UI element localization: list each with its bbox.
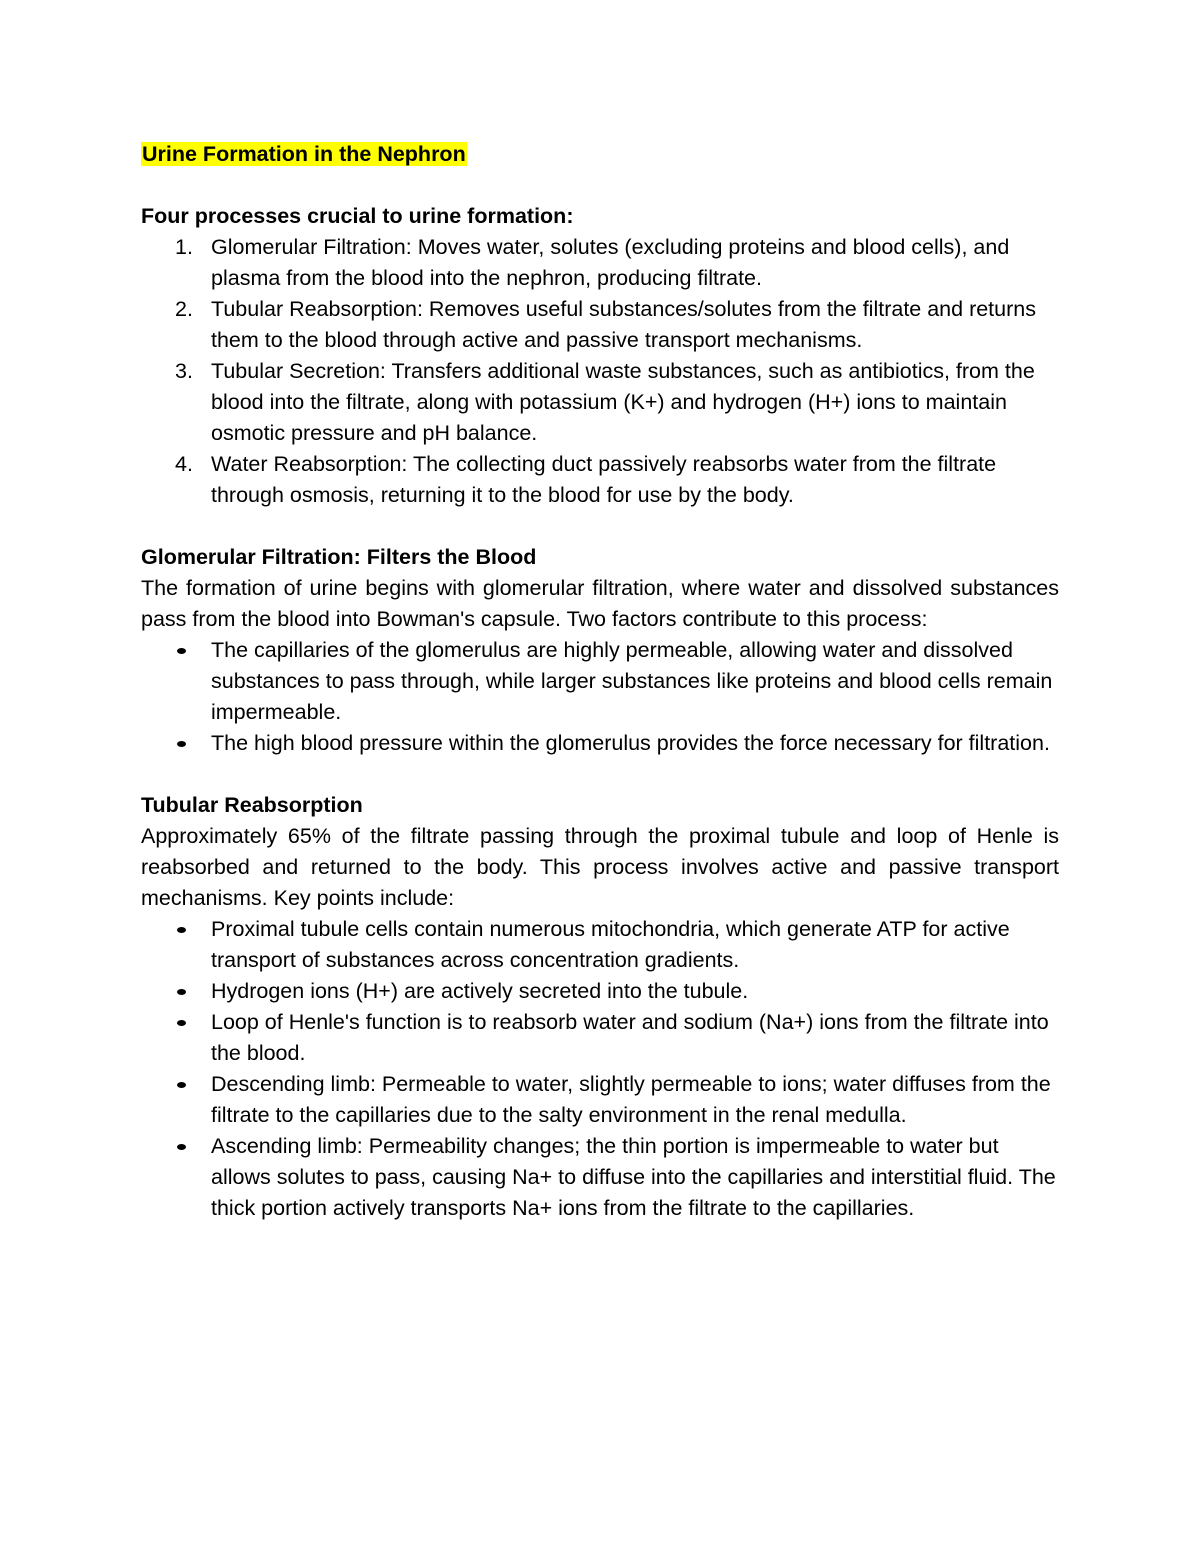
spacer [141,759,1059,790]
spacer [141,511,1059,542]
process-item [141,356,1059,449]
processes-heading: Four processes crucial to urine formation: [141,204,574,228]
bullet-item [141,1069,1059,1131]
bullet-text: Descending limb: Permeable to water, slightly permeable to ions; water diffuses from the filtrate to the capillaries due to the salty environment in the renal medulla. [211,1072,1051,1127]
bullet-item [141,728,1059,759]
list-number: 3. [175,359,193,383]
list-number: 1. [175,235,193,259]
process-text: Water Reabsorption: The collecting duct passively reabsorbs water from the filtrate through osmosis, returning it to the blood for use by the body. [211,452,997,507]
process-text: Tubular Secretion: Transfers additional waste substances, such as antibiotics, from the blood into the filtrate, along with potassium (K+) and hydrogen (H+) ions to maintain osmotic pressure and pH balance. [211,359,1035,445]
bullet-dot-icon [177,989,186,995]
document-page [141,139,1059,1224]
tubular-heading: Tubular Reabsorption [141,793,363,817]
bullet-item [141,1007,1059,1069]
bullet-text: Loop of Henle's function is to reabsorb water and sodium (Na+) ions from the filtrate into the blood. [211,1010,1049,1065]
document-title [141,139,1059,170]
process-text: Tubular Reabsorption: Removes useful substances/solutes from the filtrate and returns them to the blood through active and passive transport mechanisms. [211,297,1036,352]
bullet-dot-icon [177,741,186,747]
process-item [141,232,1059,294]
tubular-bullets [141,914,1059,1224]
glomerular-heading: Glomerular Filtration: Filters the Blood [141,545,537,569]
list-number: 4. [175,452,193,476]
bullet-dot-icon [177,1020,186,1026]
bullet-item [141,635,1059,728]
tubular-paragraph: Approximately 65% of the filtrate passing through the proximal tubule and loop of Henle is reabsorbed and returned to the body. This process involves active and passive transport mechanisms. Key points include: [141,824,1059,910]
glomerular-paragraph: The formation of urine begins with glomerular filtration, where water and dissolved substances pass from the blood into Bowman's capsule. Two factors contribute to this process: [141,576,1059,631]
process-item [141,449,1059,511]
bullet-dot-icon [177,927,186,933]
spacer [141,170,1059,201]
bullet-item [141,914,1059,976]
bullet-text: Ascending limb: Permeability changes; the thin portion is impermeable to water but allows solutes to pass, causing Na+ to diffuse into the capillaries and interstitial fluid. The thick portion actively transports Na+ ions from the filtrate to the capillaries. [211,1134,1056,1220]
process-item [141,294,1059,356]
bullet-item [141,976,1059,1007]
bullet-text: The capillaries of the glomerulus are highly permeable, allowing water and dissolved substances to pass through, while larger substances like proteins and blood cells remain impermeable. [211,638,1053,724]
bullet-dot-icon [177,648,186,654]
processes-list [141,232,1059,511]
bullet-item [141,1131,1059,1224]
bullet-text: Hydrogen ions (H+) are actively secreted into the tubule. [211,979,749,1003]
bullet-dot-icon [177,1082,186,1088]
list-number: 2. [175,297,193,321]
highlighted-title: Urine Formation in the Nephron [142,142,466,166]
bullet-text: The high blood pressure within the glomerulus provides the force necessary for filtration. [211,731,1050,755]
process-text: Glomerular Filtration: Moves water, solutes (excluding proteins and blood cells), and plasma from the blood into the nephron, producing filtrate. [211,235,1010,290]
bullet-text: Proximal tubule cells contain numerous mitochondria, which generate ATP for active transport of substances across concentration gradients. [211,917,1010,972]
bullet-dot-icon [177,1144,186,1150]
glomerular-bullets [141,635,1059,759]
